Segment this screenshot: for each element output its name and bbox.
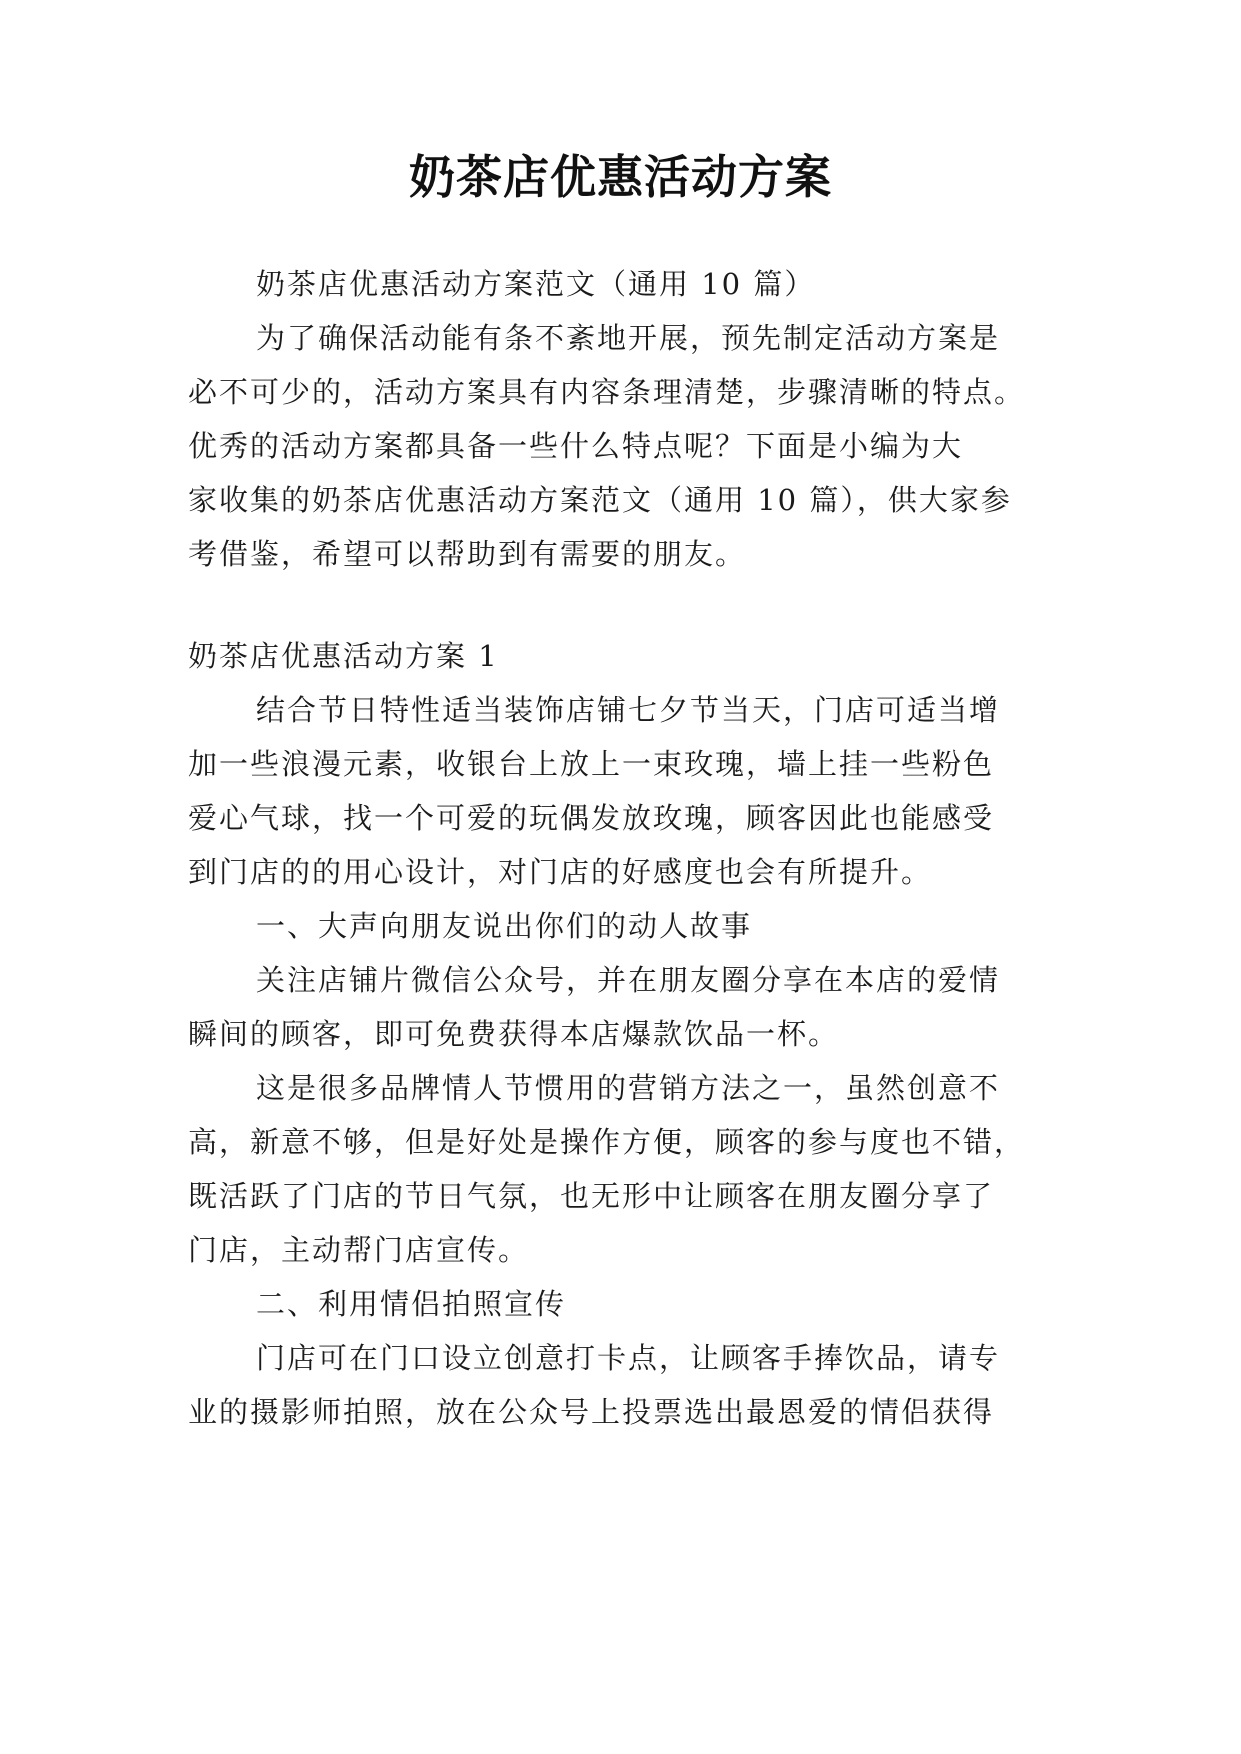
paragraph-line: 业的摄影师拍照，放在公众号上投票选出最恩爱的情侣获得 — [188, 1395, 995, 1429]
paragraph-line: 高，新意不够，但是好处是操作方便，顾客的参与度也不错， — [188, 1125, 1026, 1159]
paragraph-line: 结合节日特性适当装饰店铺七夕节当天，门店可适当增 — [256, 693, 1001, 727]
subtitle-line: 奶茶店优惠活动方案范文（通用 10 篇） — [256, 267, 816, 301]
subheading-line: 二、利用情侣拍照宣传 — [256, 1287, 567, 1321]
paragraph-line: 加一些浪漫元素，收银台上放上一束玫瑰，墙上挂一些粉色 — [188, 747, 995, 781]
paragraph-line: 这是很多品牌情人节惯用的营销方法之一，虽然创意不 — [256, 1071, 1001, 1105]
intro-paragraph-line: 家收集的奶茶店优惠活动方案范文（通用 10 篇），供大家参 — [188, 483, 1012, 517]
paragraph-line: 到门店的的用心设计，对门店的好感度也会有所提升。 — [188, 855, 933, 889]
subheading-line: 一、大声向朋友说出你们的动人故事 — [256, 909, 753, 943]
document-title: 奶茶店优惠活动方案 — [409, 150, 832, 204]
intro-paragraph-line: 优秀的活动方案都具备一些什么特点呢？下面是小编为大 — [188, 429, 964, 463]
paragraph-line: 门店可在门口设立创意打卡点，让顾客手捧饮品，请专 — [256, 1341, 1001, 1375]
paragraph-line: 爱心气球，找一个可爱的玩偶发放玫瑰，顾客因此也能感受 — [188, 801, 995, 835]
section-heading: 奶茶店优惠活动方案 1 — [188, 639, 499, 673]
paragraph-line: 既活跃了门店的节日气氛，也无形中让顾客在朋友圈分享了 — [188, 1179, 995, 1213]
intro-paragraph-line: 考借鉴，希望可以帮助到有需要的朋友。 — [188, 537, 747, 571]
paragraph-line: 关注店铺片微信公众号，并在朋友圈分享在本店的爱情 — [256, 963, 1001, 997]
intro-paragraph-line: 为了确保活动能有条不紊地开展，预先制定活动方案是 — [256, 321, 1001, 355]
paragraph-line: 门店，主动帮门店宣传。 — [188, 1233, 530, 1267]
paragraph-line: 瞬间的顾客，即可免费获得本店爆款饮品一杯。 — [188, 1017, 840, 1051]
intro-paragraph-line: 必不可少的，活动方案具有内容条理清楚，步骤清晰的特点。 — [188, 375, 1026, 409]
